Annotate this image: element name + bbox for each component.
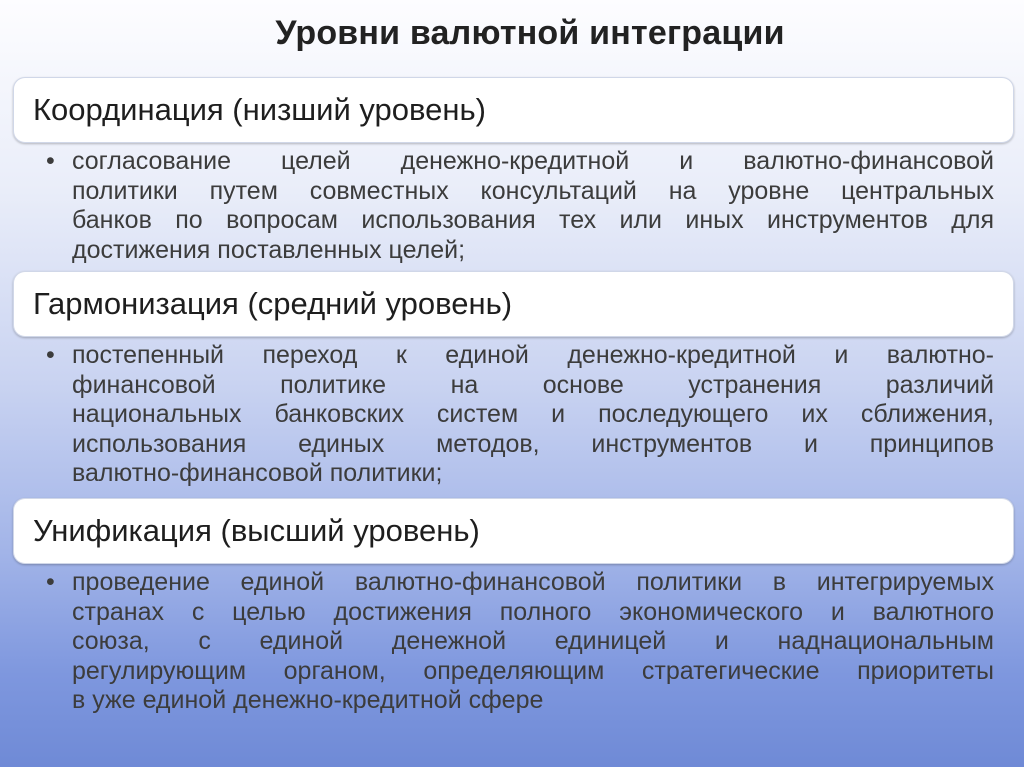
level-label: Гармонизация (средний уровень): [33, 286, 513, 321]
description-line: банков по вопросам использования тех или иных инструментов для: [72, 206, 994, 234]
level-description-coordination: [46, 147, 994, 265]
bullet: •: [46, 568, 55, 596]
description-line: политики путем совместных консультаций на уровне центральных: [72, 176, 994, 205]
level-label: Унификация (высший уровень): [33, 513, 480, 548]
level-label: Координация (низший уровень): [33, 92, 486, 127]
level-description-harmonization: [46, 341, 994, 489]
level-box-coordination: [13, 77, 1014, 143]
description-line: регулирующим органом, определяющим стратегические приоритеты: [72, 656, 994, 685]
level-box-harmonization: [13, 271, 1014, 337]
level-description-unification: [46, 568, 994, 716]
description-line: национальных банковских систем и последующего их сближения,: [72, 400, 994, 428]
description-line: постепенный переход к единой денежно-кредитной и валютно-: [72, 341, 994, 369]
bullet: •: [46, 147, 55, 175]
description-line: финансовой политике на основе устранения различий: [72, 370, 994, 399]
level-box-unification: [13, 498, 1014, 564]
description-line: в уже единой денежно-кредитной сфере: [72, 686, 544, 714]
description-line: валютно-финансовой политики;: [72, 459, 443, 487]
slide-title: Уровни валютной интеграции: [275, 14, 785, 52]
description-line: достижения поставленных целей;: [72, 235, 466, 264]
description-line: странах с целью достижения полного экономического и валютного: [72, 597, 994, 626]
description-line: проведение единой валютно-финансовой политики в интегрируемых: [72, 568, 994, 596]
description-line: союза, с единой денежной единицей и наднациональным: [72, 627, 994, 655]
description-line: использования единых методов, инструментов и принципов: [72, 429, 994, 458]
bullet: •: [46, 341, 55, 369]
description-line: согласование целей денежно-кредитной и валютно-финансовой: [72, 147, 994, 175]
